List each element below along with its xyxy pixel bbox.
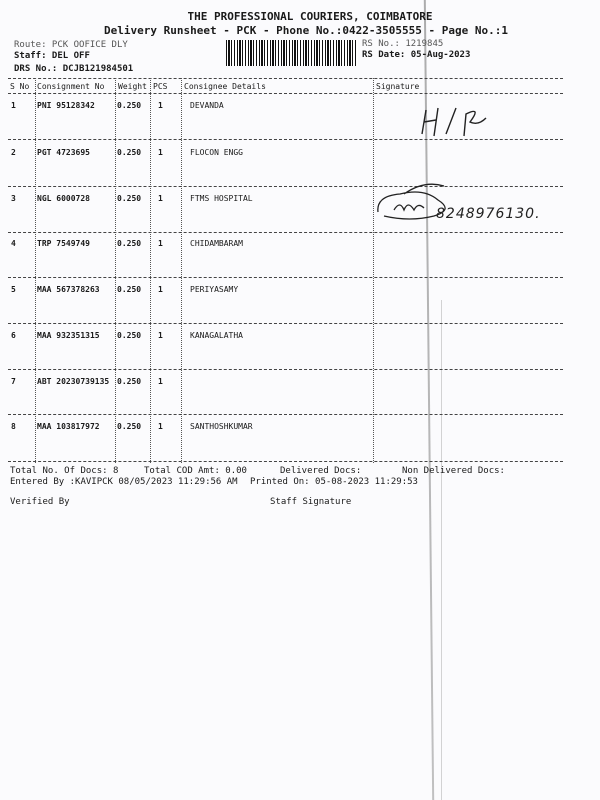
- column-divider: [181, 78, 182, 463]
- total-docs: Total No. Of Docs: 8: [10, 466, 119, 476]
- cell-weight: 0.250: [117, 422, 142, 431]
- cell-weight: 0.250: [117, 377, 142, 386]
- company-title: THE PROFESSIONAL COURIERS, COIMBATORE: [187, 10, 433, 23]
- cell-sno: 8: [11, 422, 16, 431]
- barcode: [226, 40, 358, 66]
- cell-weight: 0.250: [117, 331, 142, 340]
- row-rule: [8, 277, 563, 278]
- total-cod: Total COD Amt: 0.00: [144, 466, 247, 476]
- cell-consignee: DEVANDA: [190, 101, 224, 110]
- cell-consignment: MAA 932351315: [37, 331, 100, 340]
- col-header-consignee: Consignee Details: [184, 82, 266, 91]
- cell-weight: 0.250: [117, 285, 142, 294]
- row-rule: [8, 186, 563, 187]
- runsheet-subtitle: Delivery Runsheet - PCK - Phone No.:0422-3505555 - Page No.:1: [104, 24, 508, 37]
- cell-weight: 0.250: [117, 148, 142, 157]
- cell-sno: 5: [11, 285, 16, 294]
- column-divider: [150, 78, 151, 463]
- cell-consignment: MAA 567378263: [37, 285, 100, 294]
- row-rule: [8, 414, 563, 415]
- cell-consignment: PGT 4723695: [37, 148, 90, 157]
- cell-weight: 0.250: [117, 101, 142, 110]
- column-divider: [115, 78, 116, 463]
- entered-by: Entered By :KAVIPCK 08/05/2023 11:29:56 AM: [10, 477, 238, 487]
- cell-consignment: NGL 6000728: [37, 194, 90, 203]
- cell-consignee: PERIYASAMY: [190, 285, 239, 294]
- row-rule: [8, 232, 563, 233]
- route-label: Route: PCK OOFICE DLY: [14, 40, 128, 50]
- col-header-sno: S No: [10, 82, 30, 91]
- cell-pcs: 1: [158, 377, 163, 386]
- cell-sno: 1: [11, 101, 16, 110]
- cell-pcs: 1: [158, 331, 163, 340]
- verified-by: Verified By: [10, 497, 70, 507]
- rs-number: RS No.: 1219845: [362, 39, 444, 49]
- handwritten-signature-row1: [412, 104, 492, 140]
- cell-consignee: FTMS HOSPITAL: [190, 194, 253, 203]
- cell-consignee: KANAGALATHA: [190, 331, 243, 340]
- staff-signature: Staff Signature: [270, 497, 352, 507]
- cell-consignee: CHIDAMBARAM: [190, 239, 243, 248]
- cell-pcs: 1: [158, 194, 163, 203]
- cell-consignee: SANTHOSHKUMAR: [190, 422, 253, 431]
- delivered-docs: Delivered Docs:: [280, 466, 362, 476]
- cell-pcs: 1: [158, 285, 163, 294]
- cell-sno: 3: [11, 194, 16, 203]
- cell-weight: 0.250: [117, 239, 142, 248]
- column-divider: [35, 78, 36, 463]
- column-divider: [373, 78, 374, 463]
- cell-pcs: 1: [158, 422, 163, 431]
- cell-pcs: 1: [158, 239, 163, 248]
- cell-consignment: MAA 103817972: [37, 422, 100, 431]
- handwritten-phone-number: 8248976130.: [436, 206, 541, 222]
- cell-pcs: 1: [158, 148, 163, 157]
- drs-number: DRS No.: DCJB121984501: [14, 64, 134, 74]
- cell-consignment: PNI 95128342: [37, 101, 95, 110]
- handwritten-text: H/R: [412, 104, 414, 105]
- cell-consignment: ABT 20230739135: [37, 377, 110, 386]
- row-rule: [8, 323, 563, 324]
- cell-pcs: 1: [158, 101, 163, 110]
- col-header-weight: Weight: [118, 82, 147, 91]
- cell-sno: 7: [11, 377, 16, 386]
- table-header-rule: [8, 93, 563, 94]
- printed-on: Printed On: 05-08-2023 11:29:53: [250, 477, 418, 487]
- cell-sno: 4: [11, 239, 16, 248]
- cell-weight: 0.250: [117, 194, 142, 203]
- rs-date: RS Date: 05-Aug-2023: [362, 50, 471, 60]
- col-header-consignment: Consignment No: [37, 82, 105, 91]
- col-header-pcs: PCS: [153, 82, 168, 91]
- staff-label: Staff: DEL OFF: [14, 51, 90, 61]
- cell-sno: 2: [11, 148, 16, 157]
- row-rule: [8, 461, 563, 462]
- cell-consignee: FLOCON ENGG: [190, 148, 243, 157]
- col-header-signature: Signature: [376, 82, 420, 91]
- table-top-rule: [8, 78, 563, 79]
- row-rule: [8, 369, 563, 370]
- cell-consignment: TRP 7549749: [37, 239, 90, 248]
- non-delivered-docs: Non Delivered Docs:: [402, 466, 505, 476]
- cell-sno: 6: [11, 331, 16, 340]
- scan-artifact-line: [441, 300, 442, 800]
